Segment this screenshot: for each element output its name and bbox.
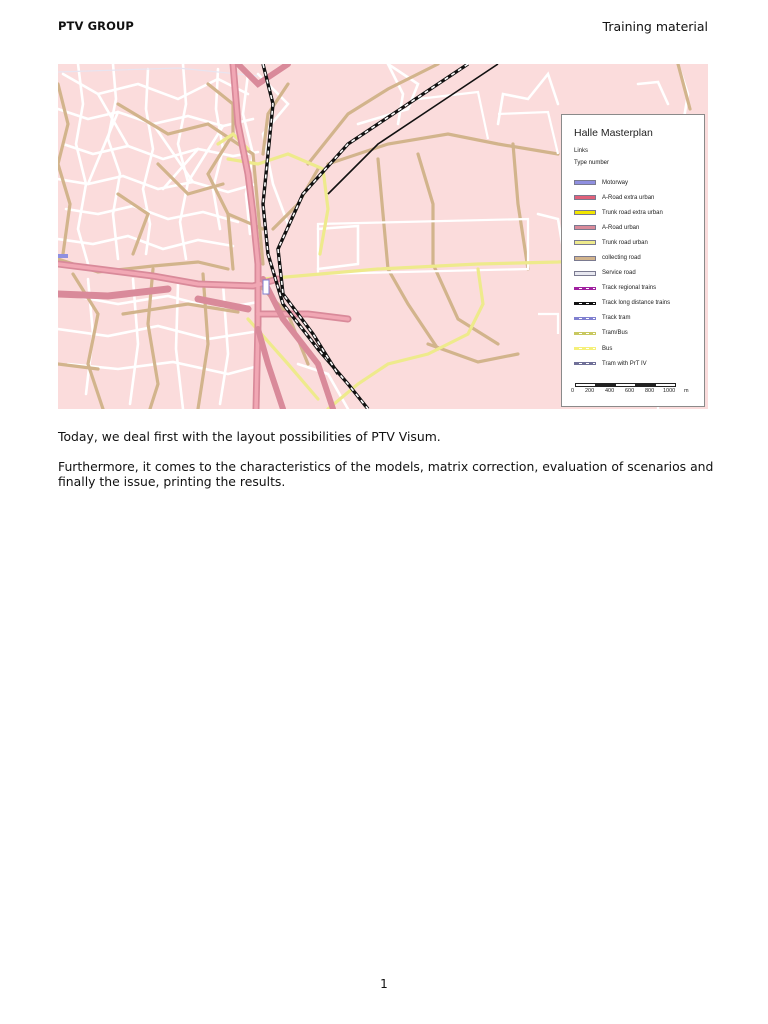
legend-label: Tram/Bus bbox=[602, 330, 628, 337]
legend-item bbox=[574, 311, 670, 326]
legend-item bbox=[574, 341, 670, 356]
legend-item bbox=[574, 235, 670, 250]
page-number: 1 bbox=[380, 977, 388, 991]
legend-label: Bus bbox=[602, 345, 613, 352]
legend-item bbox=[574, 296, 670, 311]
track-tram-swatch bbox=[574, 317, 596, 320]
motorway-swatch bbox=[574, 180, 596, 185]
map-legend bbox=[561, 114, 705, 407]
overview-paragraph: Furthermore, it comes to the characteristics of the models, matrix correction, evaluation of scenarios and finally the issue, printing the results. bbox=[58, 459, 714, 489]
scale-tick-label: 0 bbox=[571, 388, 575, 394]
legend-item bbox=[574, 205, 670, 220]
scale-tick-label: 400 bbox=[605, 388, 615, 394]
legend-item bbox=[574, 281, 670, 296]
legend-label: A-Road extra urban bbox=[602, 194, 655, 201]
legend-items bbox=[574, 175, 670, 371]
legend-label: Service road bbox=[602, 270, 636, 277]
legend-item bbox=[574, 356, 670, 371]
intro-paragraph: Today, we deal first with the layout possibilities of PTV Visum. bbox=[58, 429, 441, 444]
legend-item bbox=[574, 266, 670, 281]
collecting-road-swatch bbox=[574, 256, 596, 261]
legend-item bbox=[574, 190, 670, 205]
track-regional-trains-swatch bbox=[574, 287, 596, 290]
scale-tick-label: 200 bbox=[585, 388, 595, 394]
scale-tick-label: 800 bbox=[645, 388, 655, 394]
legend-label: collecting road bbox=[602, 255, 641, 262]
legend-subtitle: Links bbox=[574, 148, 589, 154]
scale-tick-label: 600 bbox=[625, 388, 635, 394]
legend-type-label: Type number bbox=[574, 160, 610, 166]
legend-label: Track regional trains bbox=[602, 285, 657, 292]
legend-label: Trunk road extra urban bbox=[602, 209, 663, 216]
document-type: Training material bbox=[602, 19, 708, 34]
legend-label: Tram with PrT IV bbox=[602, 360, 647, 367]
a-road-extra-urban-swatch bbox=[574, 195, 596, 200]
legend-label: Motorway bbox=[602, 179, 629, 186]
service-road-swatch bbox=[574, 271, 596, 276]
legend-label: Trunk road urban bbox=[602, 239, 648, 246]
legend-title: Halle Masterplan bbox=[574, 127, 653, 139]
a-road-urban-swatch bbox=[574, 225, 596, 230]
legend-item bbox=[574, 326, 670, 341]
track-long-distance-trains-swatch bbox=[574, 302, 596, 305]
bus-swatch bbox=[574, 347, 596, 350]
tram-bus-swatch bbox=[574, 332, 596, 335]
legend-label: Track tram bbox=[602, 315, 631, 322]
scale-unit: m bbox=[684, 388, 689, 394]
legend-label: A-Road urban bbox=[602, 224, 640, 231]
trunk-road-extra-urban-swatch bbox=[574, 210, 596, 215]
scale-tick-label: 1000 bbox=[663, 388, 676, 394]
legend-item bbox=[574, 220, 670, 235]
tram-with-prt-iv-swatch bbox=[574, 362, 596, 365]
legend-item bbox=[574, 250, 670, 265]
legend-label: Track long distance trains bbox=[602, 300, 671, 307]
network-map bbox=[58, 64, 708, 409]
legend-item bbox=[574, 175, 670, 190]
trunk-road-urban-swatch bbox=[574, 240, 596, 245]
company-name: PTV GROUP bbox=[58, 19, 134, 33]
